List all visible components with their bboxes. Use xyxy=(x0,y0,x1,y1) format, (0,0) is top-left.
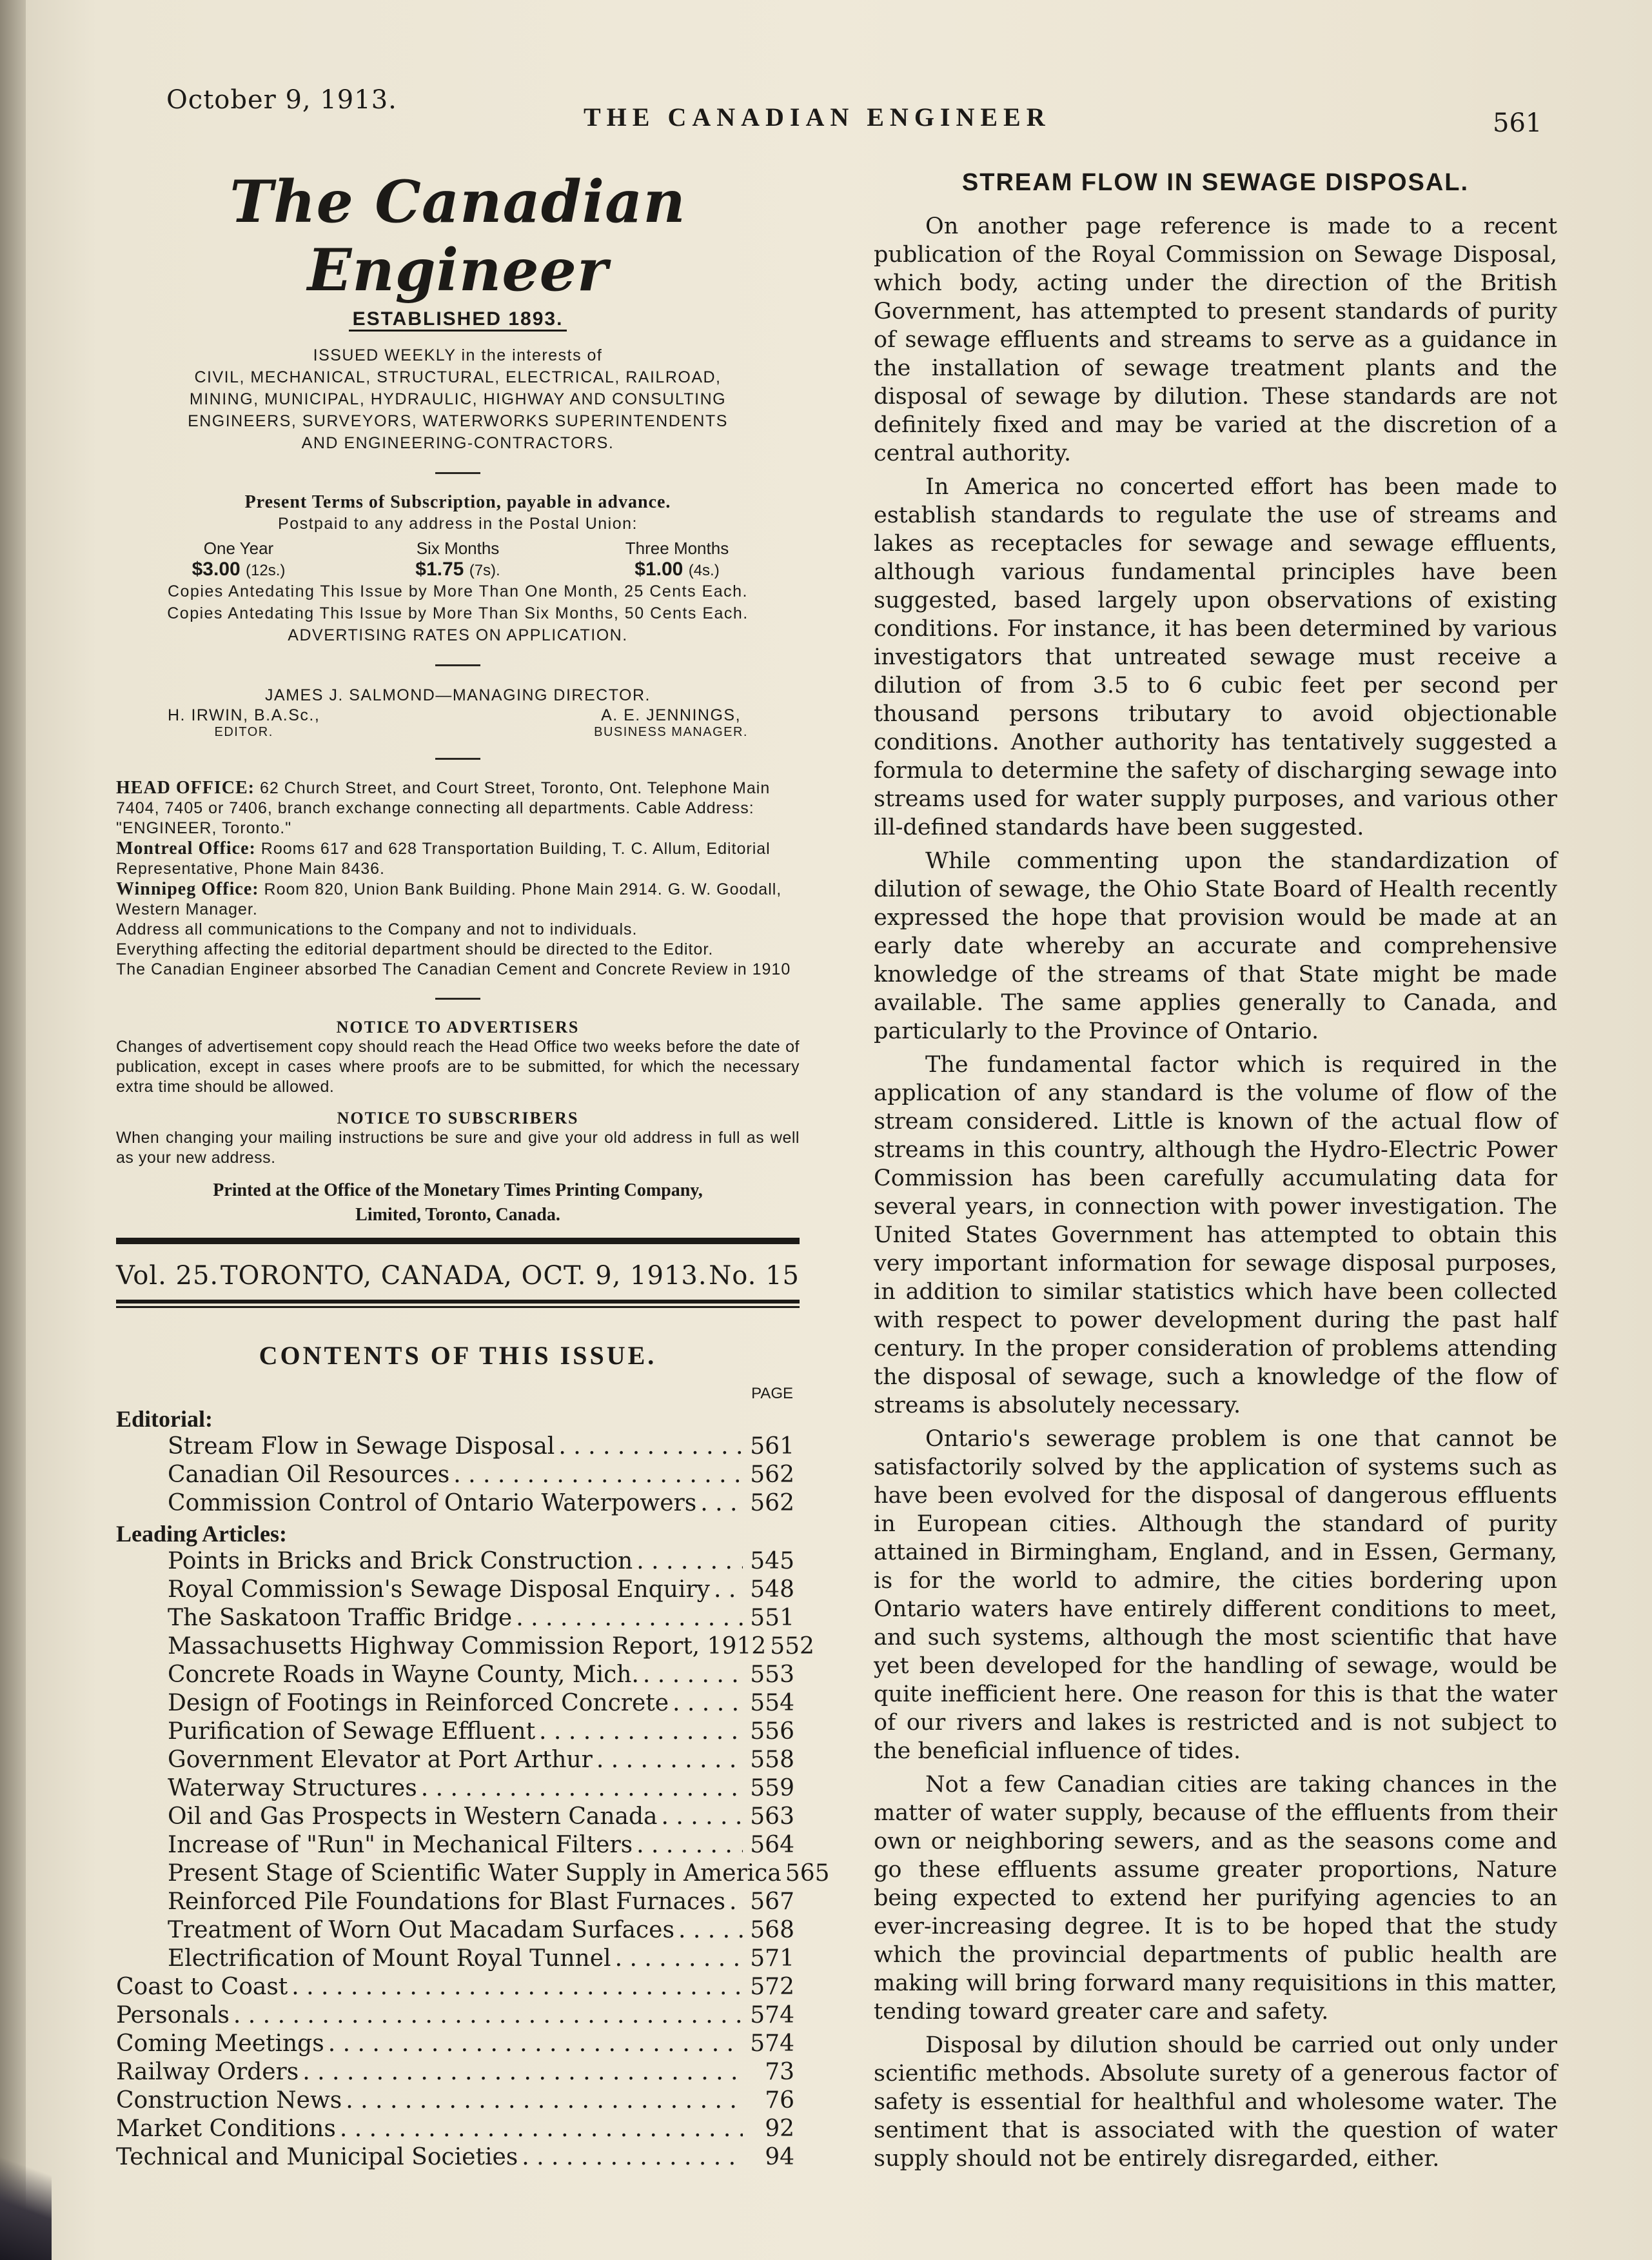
toc-section-leading: Leading Articles: xyxy=(116,1521,287,1547)
toc-leader-dots xyxy=(710,1576,743,1604)
toc-leader-dots xyxy=(555,1432,743,1461)
issue-number: No. 15 xyxy=(709,1261,800,1291)
toc-entry xyxy=(116,1718,800,1746)
toc-entry xyxy=(116,1859,830,1888)
toc-other-list xyxy=(116,1973,800,2172)
price-three-months: Three Months $1.00 (4s.) xyxy=(625,539,729,580)
masthead-title: The Canadian Engineer xyxy=(230,168,686,304)
toc-entry-title: Points in Bricks and Brick Construction xyxy=(168,1548,633,1574)
article-paragraph: Not a few Canadian cities are taking chances in the matter of water supply, because of the effluents from their own or neighboring sewers, and as the seasons come and go these effluents assume greater proportions, Nature being expected to extend her purifying agencies to an ever-increasing degree. It is to be hoped that the study which the provincial departments of public health are making will bring forward many requisitions in this matter, tending toward greater care and safety. xyxy=(874,1772,1557,2025)
toc-entry-page: 558 xyxy=(750,1747,794,1773)
toc-entry-page: 574 xyxy=(750,2030,794,2057)
toc-entry-title: The Saskatoon Traffic Bridge xyxy=(168,1605,513,1631)
toc-entry-page: 562 xyxy=(750,1490,794,1516)
toc-entry-title: Government Elevator at Port Arthur xyxy=(168,1747,593,1773)
toc-entry xyxy=(116,1916,800,1945)
toc-leader-dots xyxy=(512,1604,743,1632)
corner-shadow xyxy=(0,2131,52,2260)
copies-six-months: Copies Antedating This Issue by More Than Six Months, 50 Cents Each. xyxy=(167,604,749,622)
article-paragraph: While commenting upon the standardization of dilution of sewage, the Ohio State Board of Health recently expressed the hope that provision would be made at an early date whereby an accurate and comprehensive knowledge of the streams of that State might be made available. The same applies generally to Canada, and particularly to the Province of Ontario. xyxy=(874,848,1557,1044)
toc-entry-title: Construction News xyxy=(116,2087,342,2114)
header-page-number: 561 xyxy=(1493,108,1542,138)
toc-entry xyxy=(116,1945,800,1973)
price-six-months: Six Months $1.75 (7s). xyxy=(415,539,500,580)
heavy-rule xyxy=(116,1300,800,1303)
toc-leader-dots xyxy=(230,2001,743,2030)
toc-leader-dots xyxy=(288,1973,743,2001)
winnipeg-office: Winnipeg Office: Room 820, Union Bank Building. Phone Main 2914. G. W. Goodall, Western Manager. xyxy=(116,879,782,918)
toc-leader-dots xyxy=(633,1547,743,1576)
toc-editorial-list xyxy=(116,1432,800,1518)
toc-entry xyxy=(116,2001,800,2030)
toc-entry-page: 568 xyxy=(750,1917,794,1943)
toc-entry xyxy=(116,1576,800,1604)
toc-leader-dots xyxy=(342,2087,743,2115)
toc-entry xyxy=(116,1547,800,1576)
subscription-prices xyxy=(142,539,774,580)
toc-entry-title: Railway Orders xyxy=(116,2059,299,2085)
toc-leader-dots xyxy=(336,2115,743,2143)
volume-line xyxy=(116,1261,800,1291)
toc-entry xyxy=(116,1661,800,1689)
toc-leader-dots xyxy=(299,2058,743,2087)
article-paragraph: In America no concerted effort has been made to establish standards to regulate the use of streams and lakes as receptacles for sewage and sewage effluents, although various fundamental principles have been suggested, based largely upon observations of existing conditions. For instance, it has been determined by various investigators that untreated sewage must receive a dilution of from 3.5 to 6 cubic feet per second per thousand persons tributary to avoid objectionable conditions. Another authority has tentatively suggested a formula to determine the safety of discharging sewage into streams used for water supply purposes, and various other ill-defined standards have been suggested. xyxy=(874,474,1557,840)
article-paragraph: Disposal by dilution should be carried out only under scientific methods. Absolute surety of a generous factor of safety is essential for healthful and wholesome water. The sentiment that is associated with the question of water supply should not be entirely disregarded, either. xyxy=(874,2032,1557,2172)
thin-rule xyxy=(116,1306,800,1308)
established-line: ESTABLISHED 1893. xyxy=(116,308,800,330)
toc-leader-dots xyxy=(449,1461,743,1489)
toc-entry xyxy=(116,1888,800,1916)
toc-entry xyxy=(116,1774,800,1803)
toc-entry-title: Stream Flow in Sewage Disposal xyxy=(168,1433,555,1460)
toc-entry-page: 554 xyxy=(750,1690,794,1716)
toc-entry-page: 545 xyxy=(750,1548,794,1574)
divider xyxy=(435,664,480,666)
toc-leader-dots xyxy=(725,1888,743,1916)
toc-entry xyxy=(116,1461,800,1489)
toc-entry xyxy=(116,1632,814,1661)
toc-entry-title: Purification of Sewage Effluent xyxy=(168,1718,536,1745)
toc-leader-dots xyxy=(535,1718,743,1746)
editor: H. IRWIN, B.A.Sc., EDITOR. xyxy=(168,706,320,739)
toc-entry xyxy=(116,1432,800,1461)
toc-entry-title: Personals xyxy=(116,2002,230,2028)
toc-entry-title: Massachusetts Highway Commission Report, 1912 xyxy=(168,1633,767,1660)
advertising-rates: ADVERTISING RATES ON APPLICATION. xyxy=(288,626,628,644)
article-title: STREAM FLOW IN SEWAGE DISPOSAL. xyxy=(961,169,1470,196)
toc-entry-page: 76 xyxy=(765,2087,794,2114)
toc-section-editorial: Editorial: xyxy=(116,1406,213,1432)
contents-page-label: PAGE xyxy=(751,1385,793,1402)
toc-entry-page: 559 xyxy=(750,1775,794,1801)
toc-leader-dots xyxy=(669,1689,743,1718)
toc-entry-title: Waterway Structures xyxy=(168,1775,417,1801)
toc-leader-dots xyxy=(611,1945,743,1973)
article-body xyxy=(874,212,1557,2173)
header-journal-title: THE CANADIAN ENGINEER xyxy=(584,103,1051,132)
toc-leader-dots xyxy=(633,1831,743,1859)
toc-entry xyxy=(116,2030,800,2058)
copies-one-month: Copies Antedating This Issue by More Than One Month, 25 Cents Each. xyxy=(167,582,749,600)
toc-entry-title: Coast to Coast xyxy=(116,1974,288,2000)
toc-entry xyxy=(116,1973,800,2001)
price-one-year: One Year $3.00 (12s.) xyxy=(192,539,286,580)
address-note: Address all communications to the Company and not to individuals. xyxy=(116,920,638,938)
toc-entry-title: Concrete Roads in Wayne County, Mich. xyxy=(168,1661,639,1688)
heavy-rule xyxy=(116,1238,800,1244)
article-paragraph: On another page reference is made to a recent publication of the Royal Commission on Sewage Disposal, which body, acting under the direction of the British Government, has attempted to present standards of purity of sewage effluents and streams to serve as a guidance in the installation of sewage treatment plants and the disposal of sewage by dilution. These standards are not definitely fixed and may be varied at the discretion of a central authority. xyxy=(874,213,1557,466)
toc-entry-title: Treatment of Worn Out Macadam Surfaces xyxy=(168,1917,674,1943)
notice-advertisers-text: Changes of advertisement copy should reach the Head Office two weeks before the date of publication, except in cases where proofs are to be submitted, for which the necessary extra time should be allowed. xyxy=(116,1038,800,1096)
toc-entry-page: 556 xyxy=(750,1718,794,1745)
divider xyxy=(435,758,480,760)
toc-entry xyxy=(116,1803,800,1831)
absorbed-note: The Canadian Engineer absorbed The Canadian Cement and Concrete Review in 1910 xyxy=(116,960,791,978)
toc-entry-title: Electrification of Mount Royal Tunnel xyxy=(168,1945,611,1972)
toc-leader-dots xyxy=(593,1746,743,1774)
toc-entry-page: 548 xyxy=(750,1576,794,1603)
left-column xyxy=(116,155,830,2172)
toc-leader-dots xyxy=(696,1489,743,1518)
toc-entry-page: 92 xyxy=(765,2116,794,2142)
toc-entry-page: 563 xyxy=(750,1803,794,1830)
issued-block: ISSUED WEEKLY in the interests of CIVIL, MECHANICAL, STRUCTURAL, ELECTRICAL, RAILROAD, MINING, MUNICIPAL, HYDRAULIC, HIGHWAY AND CONSULTING ENGINEERS, SURVEYORS, WATERWORKS SUPERINTENDENTS AND ENGINEERING-CONTRACTORS. xyxy=(188,346,728,452)
toc-entry xyxy=(116,1746,800,1774)
article-paragraph: The fundamental factor which is required in the application of any standard is the volume of flow of the stream considered. Little is known of the actual flow of streams in this country, although the Hydro-Electric Power Commission has been carefully accumulating data for several years, in connection with power investigation. The United States Government has attempted to obtain this very important information for sewage disposal purposes, in addition to similar statistics which have been collected with respect to power development during the past half century. In the proper consideration of problems attending the disposal of sewage, such a knowledge of the flow of streams is absolutely necessary. xyxy=(874,1052,1557,1418)
toc-entry-title: Design of Footings in Reinforced Concrete xyxy=(168,1690,669,1716)
toc-entry xyxy=(116,1689,800,1718)
toc-entry-title: Reinforced Pile Foundations for Blast Furnaces xyxy=(168,1888,726,1915)
toc-leader-dots xyxy=(658,1803,743,1831)
toc-entry xyxy=(116,1831,800,1859)
toc-entry xyxy=(116,2115,800,2143)
right-column xyxy=(874,169,1557,2178)
volume-place-date: TORONTO, CANADA, OCT. 9, 1913. xyxy=(220,1261,707,1291)
toc-leader-dots xyxy=(324,2030,743,2058)
office-addresses xyxy=(116,778,800,980)
toc-entry xyxy=(116,2058,800,2087)
binding-gutter xyxy=(0,0,26,2260)
business-manager: A. E. JENNINGS, BUSINESS MANAGER. xyxy=(594,706,748,739)
toc-entry-page: 572 xyxy=(750,1974,794,2000)
toc-entry-title: Canadian Oil Resources xyxy=(168,1462,450,1488)
header-date: October 9, 1913. xyxy=(166,85,397,115)
montreal-office: Montreal Office: Rooms 617 and 628 Transportation Building, T. C. Allum, Editorial Representative, Phone Main 8436. xyxy=(116,838,771,878)
toc-entry-page: 574 xyxy=(750,2002,794,2028)
notice-subscribers-title: NOTICE TO SUBSCRIBERS xyxy=(337,1109,579,1127)
toc-entry-page: 551 xyxy=(750,1605,794,1631)
toc-leader-dots xyxy=(417,1774,743,1803)
toc-entry-page: 552 xyxy=(770,1633,814,1660)
notice-advertisers-title: NOTICE TO ADVERTISERS xyxy=(336,1018,580,1036)
staff-block xyxy=(168,706,748,740)
toc-entry-title: Present Stage of Scientific Water Supply in America xyxy=(168,1860,782,1887)
toc-entry-title: Coming Meetings xyxy=(116,2030,324,2057)
contents-title: CONTENTS OF THIS ISSUE. xyxy=(259,1341,657,1370)
toc-entry-title: Market Conditions xyxy=(116,2116,336,2142)
toc-entry-page: 94 xyxy=(765,2144,794,2170)
running-header xyxy=(0,76,1652,138)
toc-entry-title: Increase of "Run" in Mechanical Filters xyxy=(168,1832,633,1858)
subscription-title: Present Terms of Subscription, payable in advance. xyxy=(244,492,671,512)
toc-entry-page: 553 xyxy=(750,1661,794,1688)
toc-leader-dots xyxy=(639,1661,743,1689)
article-paragraph: Ontario's sewerage problem is one that cannot be satisfactorily solved by the application of systems such as have been evolved for the disposal of dangerous effluents in European cities. Although the standard of purity attained in Birmingham, England, and in Essen, Germany, is for the world to admire, the cities bordering upon Ontario waters have entirely different conditions to meet, and such systems, although the most scientific that have yet been developed for the handling of sewage, would be quite inefficient here. One reason for this is that the water of our rivers and lakes is restricted and is not subject to the beneficial influence of tides. xyxy=(874,1426,1557,1764)
toc-entry xyxy=(116,2143,800,2172)
divider xyxy=(435,998,480,1000)
toc-entry-title: Royal Commission's Sewage Disposal Enquiry xyxy=(168,1576,710,1603)
toc-leader-dots xyxy=(674,1916,743,1945)
toc-entry-title: Oil and Gas Prospects in Western Canada xyxy=(168,1803,658,1830)
postpaid-line: Postpaid to any address in the Postal Union: xyxy=(278,515,638,533)
toc-entry-page: 561 xyxy=(750,1433,794,1460)
toc-entry xyxy=(116,1604,800,1632)
toc-entry-page: 564 xyxy=(750,1832,794,1858)
head-office: HEAD OFFICE: 62 Church Street, and Court Street, Toronto, Ont. Telephone Main 7404, 7405 or 7406, branch exchange connecting all departments. Cable Address: "ENGINEER, Toronto." xyxy=(116,778,771,837)
divider xyxy=(435,472,480,474)
printer-credit: Printed at the Office of the Monetary Times Printing Company, Limited, Toronto, Canada. xyxy=(213,1180,703,1225)
toc-entry-page: 562 xyxy=(750,1462,794,1488)
toc-entry-page: 73 xyxy=(765,2059,794,2085)
toc-entry-page: 571 xyxy=(750,1945,794,1972)
volume-number: Vol. 25. xyxy=(116,1261,219,1291)
toc-entry xyxy=(116,2087,800,2115)
notice-subscribers-text: When changing your mailing instructions be sure and give your old address in full as well as your new address. xyxy=(116,1129,800,1167)
managing-director: JAMES J. SALMOND—MANAGING DIRECTOR. xyxy=(265,686,651,704)
toc-leader-dots xyxy=(518,2143,743,2172)
toc-entry xyxy=(116,1489,800,1518)
toc-leading-list xyxy=(116,1547,830,1973)
toc-entry-title: Commission Control of Ontario Waterpowers xyxy=(168,1490,697,1516)
editorial-note: Everything affecting the editorial department should be directed to the Editor. xyxy=(116,940,714,958)
toc-entry-page: 565 xyxy=(785,1860,830,1887)
toc-entry-page: 567 xyxy=(750,1888,794,1915)
toc-entry-title: Technical and Municipal Societies xyxy=(116,2144,518,2170)
